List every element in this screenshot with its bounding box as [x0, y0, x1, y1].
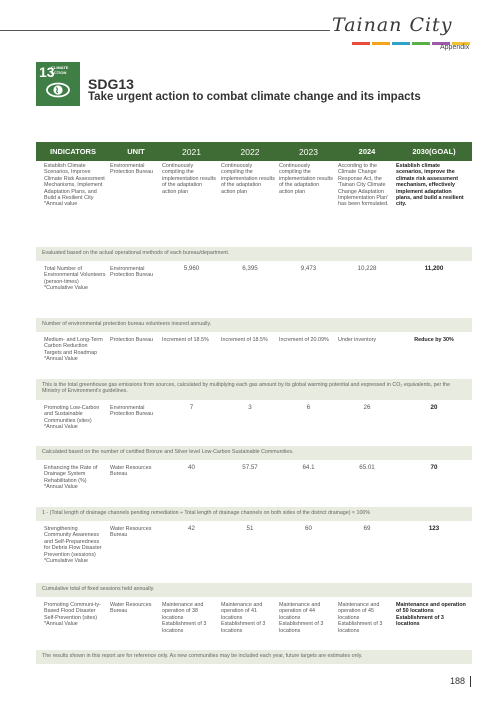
header-rule [0, 30, 330, 31]
brand-accent-stripes [352, 32, 472, 35]
goal-cell: 20 [430, 404, 438, 411]
header-2022: 2022 [240, 146, 260, 157]
table-row [36, 161, 472, 247]
sdg-icon-number: 13 [39, 64, 55, 80]
value-2024-cell: Maintenance and operation of 45 locations Establishment of 3 locations [338, 602, 383, 634]
row-note: Evaluated based on the actual operational methods of each bureau/department. [36, 247, 472, 261]
value-2022-cell: Increment of 18.5% [221, 337, 268, 343]
goal-cell: Establish climate scenarios, improve the climate risk assessment mechanism, effectively implement adaptation plans, and build a resilient city. [396, 163, 464, 208]
value-2024-cell: 10,228 [357, 265, 377, 272]
row-note: Cumulative total of fixed sessions held annually. [36, 583, 472, 597]
value-2021-cell: 5,960 [183, 265, 200, 272]
row-note: 1 - (Total length of drainage channels pending remediation ÷ Total length of drainage channels on both sides of the district drainage) × 100% [36, 507, 472, 521]
value-2023-cell: 9,473 [300, 265, 317, 272]
header-indicators: INDICATORS [50, 147, 96, 156]
goal-cell: 11,200 [424, 265, 444, 272]
eye-globe-icon [46, 78, 70, 102]
sdg-icon-label: CLIMATE ACTION [51, 65, 69, 75]
value-2023-cell: Maintenance and operation of 44 locations Establishment of 3 locations [279, 602, 324, 634]
table-row [36, 332, 472, 379]
header-2024: 2024 [358, 147, 376, 156]
value-2022-cell: 6,395 [242, 265, 258, 272]
page-number: 188 [450, 676, 466, 686]
value-2021-cell: Continuously compiling the implementation results of the adaptation action plan [162, 163, 216, 195]
indicator-cell: Promoting Communi-ty-Based Flood Disaster Self-Prevention (sites) *Annual Value [44, 602, 101, 628]
header-unit: UNIT [127, 147, 145, 156]
header-2021: 2021 [182, 146, 201, 157]
value-2024-cell: 69 [363, 525, 371, 532]
indicator-cell: Enhancing the Rate of Drainage System Rehabilitation (%) *Annual Value [44, 465, 98, 491]
brand-logo: Tainan City [332, 14, 453, 36]
unit-cell: Water Resources Bureau [110, 526, 152, 539]
header-goal: 2030(GOAL) [412, 147, 456, 156]
value-2021-cell: 42 [188, 525, 195, 532]
unit-cell: Water Resources Bureau [110, 602, 152, 615]
sdg-subtitle: Take urgent action to combat climate change and its impacts [88, 91, 421, 103]
table-row [36, 261, 472, 318]
value-2021-cell: Increment of 18.5% [162, 337, 209, 343]
value-2022-cell: Maintenance and operation of 41 locations Establishment of 3 locations [221, 602, 266, 634]
table-row [36, 597, 472, 650]
value-2022-cell: 57.57 [242, 464, 258, 471]
row-note: Calculated based on the number of certified Bronze and Silver level Low-Carbon Sustainable Communities. [36, 446, 472, 460]
value-2023-cell: Continuously compiling the implementation results of the adaptation action plan [279, 163, 333, 195]
sdg-title: SDG13 [88, 76, 134, 92]
unit-cell: Protection Bureau [110, 337, 154, 343]
indicator-cell: Total Number of Environmental Volunteers (person-times) *Cumulative Value [44, 266, 106, 292]
indicator-cell: Strengthening Community Awareness and Self-Preparedness for Debris Flow Disaster Prevention (sessions) *Cumulative Value [44, 526, 102, 565]
sdg13-icon [36, 62, 80, 106]
value-2022-cell: 3 [248, 404, 252, 411]
brand-stripe [412, 42, 430, 45]
row-note: The results shown in this report are for reference only. As new communities may be included each year, future targets are estimates only. [36, 650, 472, 664]
value-2021-cell: 40 [188, 464, 195, 471]
value-2024-cell: According to the Climate Change Response Act, the 'Tainan City Climate Change Adaptation Implementation Plan' has been formulated. [338, 163, 389, 208]
row-note: Number of environmental protection bureau volunteers insured annually. [36, 318, 472, 332]
value-2021-cell: Maintenance and operation of 38 locations Establishment of 3 locations [162, 602, 207, 634]
value-2022-cell: 51 [246, 525, 254, 532]
row-note: This is the total greenhouse gas emissions from sources, calculated by multiplying each gas amount by its global warming potential and expressed in CO₂ equivalents, per the Ministry of Environment's guidelines. [36, 379, 472, 400]
header-2023: 2023 [299, 146, 318, 157]
indicator-cell: Establish Climate Scenarios, Improve Climate Risk Assessment Mechanisms, Implement Adaptation Plans, and Build a Resilient City *Annual value [44, 163, 105, 208]
indicators-table [36, 142, 472, 664]
value-2023-cell: Increment of 20.09% [279, 337, 329, 343]
goal-cell: 70 [430, 464, 438, 471]
brand-stripe [392, 42, 410, 45]
value-2022-cell: Continuously compiling the implementation results of the adaptation action plan [221, 163, 275, 195]
value-2023-cell: 60 [305, 525, 312, 532]
value-2021-cell: 7 [189, 404, 194, 411]
value-2024-cell: 65.01 [359, 464, 375, 471]
goal-cell: Maintenance and operation of 50 locations Establishment of 3 locations [396, 602, 466, 628]
table-header [36, 142, 472, 161]
value-2023-cell: 6 [306, 404, 311, 411]
table-row [36, 460, 472, 507]
brand-stripe [352, 42, 370, 45]
indicator-cell: Medium- and Long-Term Carbon Reduction Targets and Roadmap *Annual Value [44, 337, 103, 363]
table-row [36, 521, 472, 583]
value-2024-cell: Under inventory [338, 337, 377, 343]
table-row [36, 400, 472, 446]
value-2024-cell: 26 [363, 404, 371, 411]
unit-cell: Water Resources Bureau [110, 465, 152, 478]
page-number-divider [470, 676, 471, 687]
indicator-cell: Promoting Low-Carbon and Sustainable Communities (sites) *Annual Value [44, 405, 100, 431]
goal-cell: 123 [428, 525, 440, 532]
section-label: Appendix [440, 44, 470, 51]
unit-cell: Environmental Protection Bureau [110, 163, 154, 176]
value-2023-cell: 64.1 [302, 464, 315, 471]
goal-cell: Reduce by 30% [414, 337, 454, 343]
unit-cell: Environmental Protection Bureau [110, 266, 154, 279]
unit-cell: Environmental Protection Bureau [110, 405, 154, 418]
brand-stripe [372, 42, 390, 45]
